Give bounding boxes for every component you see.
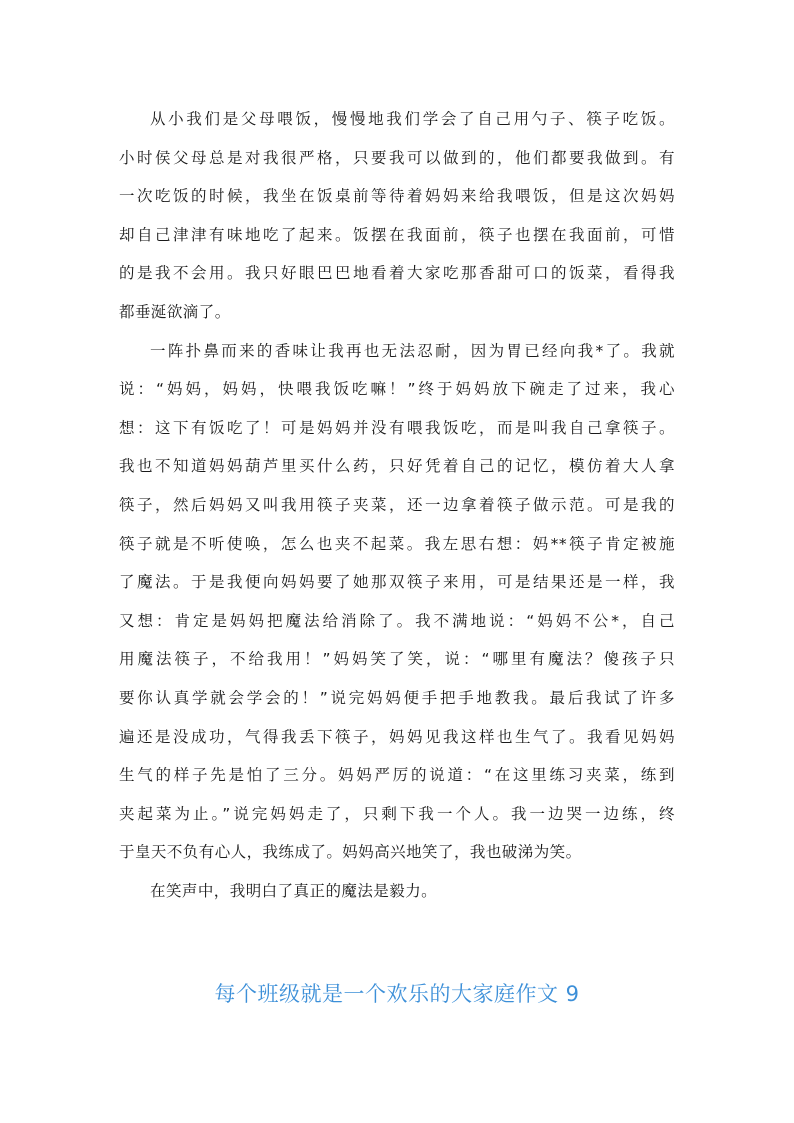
text-line: 在笑声中，我明白了真正的魔法是毅力。 [150, 881, 438, 900]
text-line: 遍还是没成功，气得我丢下筷子，妈妈见我这样也生气了。我看见妈妈 [119, 727, 675, 746]
paragraph [119, 872, 675, 911]
paragraph [119, 332, 675, 872]
text-line: 我也不知道妈妈葫芦里买什么药，只好凭着自己的记忆，模仿着大人拿 [119, 457, 675, 476]
text-line: 又想：肯定是妈妈把魔法给消除了。我不满地说：“妈妈不公*，自己 [119, 611, 675, 630]
text-line: 都垂涎欲滴了。 [119, 302, 231, 321]
text-line: 的是我不会用。我只好眼巴巴地看着大家吃那香甜可口的饭菜，看得我 [119, 264, 675, 283]
text-line: 了魔法。于是我便向妈妈要了她那双筷子来用，可是结果还是一样，我 [119, 573, 675, 592]
text-line: 筷子就是不听使唤，怎么也夹不起菜。我左思右想：妈**筷子肯定被施 [119, 534, 675, 553]
text-line: 从小我们是父母喂饭，慢慢地我们学会了自己用勺子、筷子吃饭。 [150, 110, 675, 128]
paragraph [119, 100, 675, 332]
text-line: 一次吃饭的时候，我坐在饭桌前等待着妈妈来给我喂饭，但是这次妈妈 [119, 187, 675, 206]
essay-body [119, 100, 675, 910]
text-line: 于皇天不负有心人，我练成了。妈妈高兴地笑了，我也破涕为笑。 [119, 843, 582, 862]
text-line: 要你认真学就会学会的！”说完妈妈便手把手地教我。最后我试了许多 [119, 688, 675, 707]
text-line: 小时侯父母总是对我很严格，只要我可以做到的，他们都要我做到。有 [119, 148, 675, 167]
text-line: 一阵扑鼻而来的香味让我再也无法忍耐，因为胃已经向我*了。我就 [150, 341, 675, 360]
text-line: 想：这下有饭吃了！可是妈妈并没有喂我饭吃，而是叫我自己拿筷子。 [119, 418, 675, 437]
text-line: 夹起菜为止。”说完妈妈走了，只剩下我一个人。我一边哭一边练，终 [119, 804, 675, 823]
text-line: 用魔法筷子，不给我用！”妈妈笑了笑，说：“哪里有魔法？傻孩子只 [119, 650, 675, 669]
text-line: 筷子，然后妈妈又叫我用筷子夹菜，还一边拿着筷子做示范。可是我的 [119, 495, 675, 514]
essay-heading: 每个班级就是一个欢乐的大家庭作文 9 [214, 982, 580, 1006]
text-line: 却自己津津有味地吃了起来。饭摆在我面前，筷子也摆在我面前，可惜 [119, 225, 675, 244]
text-line: 说：“妈妈，妈妈，快喂我饭吃嘛！”终于妈妈放下碗走了过来，我心 [119, 380, 675, 399]
text-line: 生气的样子先是怕了三分。妈妈严厉的说道：“在这里练习夹菜，练到 [119, 766, 675, 785]
